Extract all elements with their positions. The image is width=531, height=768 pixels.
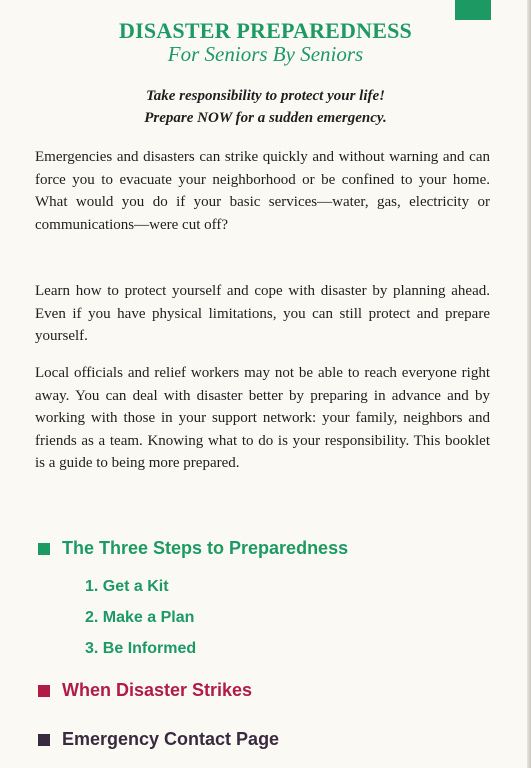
section-when-disaster-strikes-label: When Disaster Strikes [62,680,253,700]
plum-square-bullet-icon [38,734,50,746]
section-emergency-contact[interactable] [38,729,279,750]
section-three-steps[interactable] [38,538,348,559]
step-get-a-kit[interactable]: 1. Get a Kit [85,578,169,595]
page-subtitle: For Seniors By Seniors [167,42,364,66]
section-emergency-contact-label: Emergency Contact Page [62,729,280,749]
section-when-disaster-strikes[interactable] [38,680,252,701]
tagline-1: Take responsibility to protect your life! [145,88,386,104]
step-make-a-plan[interactable]: 2. Make a Plan [85,609,195,626]
section-three-steps-label: The Three Steps to Preparedness [62,538,349,558]
tagline-2: Prepare NOW for a sudden emergency. [144,110,387,126]
crimson-square-bullet-icon [38,685,50,697]
intro-paragraph-3: Local officials and relief workers may not be able to reach everyone right away. You can deal with disaster better by preparing in advance and by working with those in your support network: your family, neighbors and friends as a team. Knowing what to do is your responsibility. This booklet is a guide to being more prepared. [35,365,490,471]
page-title: DISASTER PREPAREDNESS [119,18,412,43]
green-square-bullet-icon [38,543,50,555]
intro-paragraph-1: Emergencies and disasters can strike quickly and without warning and can force you to evacuate your neighborhood or be confined to your home. What would you do if your basic services—water, gas, electricity or communications—were cut off? [35,149,490,233]
step-be-informed[interactable]: 3. Be Informed [85,640,197,657]
intro-paragraph-2: Learn how to protect yourself and cope with disaster by planning ahead. Even if you have physical limitations, you can still protect and prepare yourself. [35,283,490,344]
corner-tab [455,0,491,20]
